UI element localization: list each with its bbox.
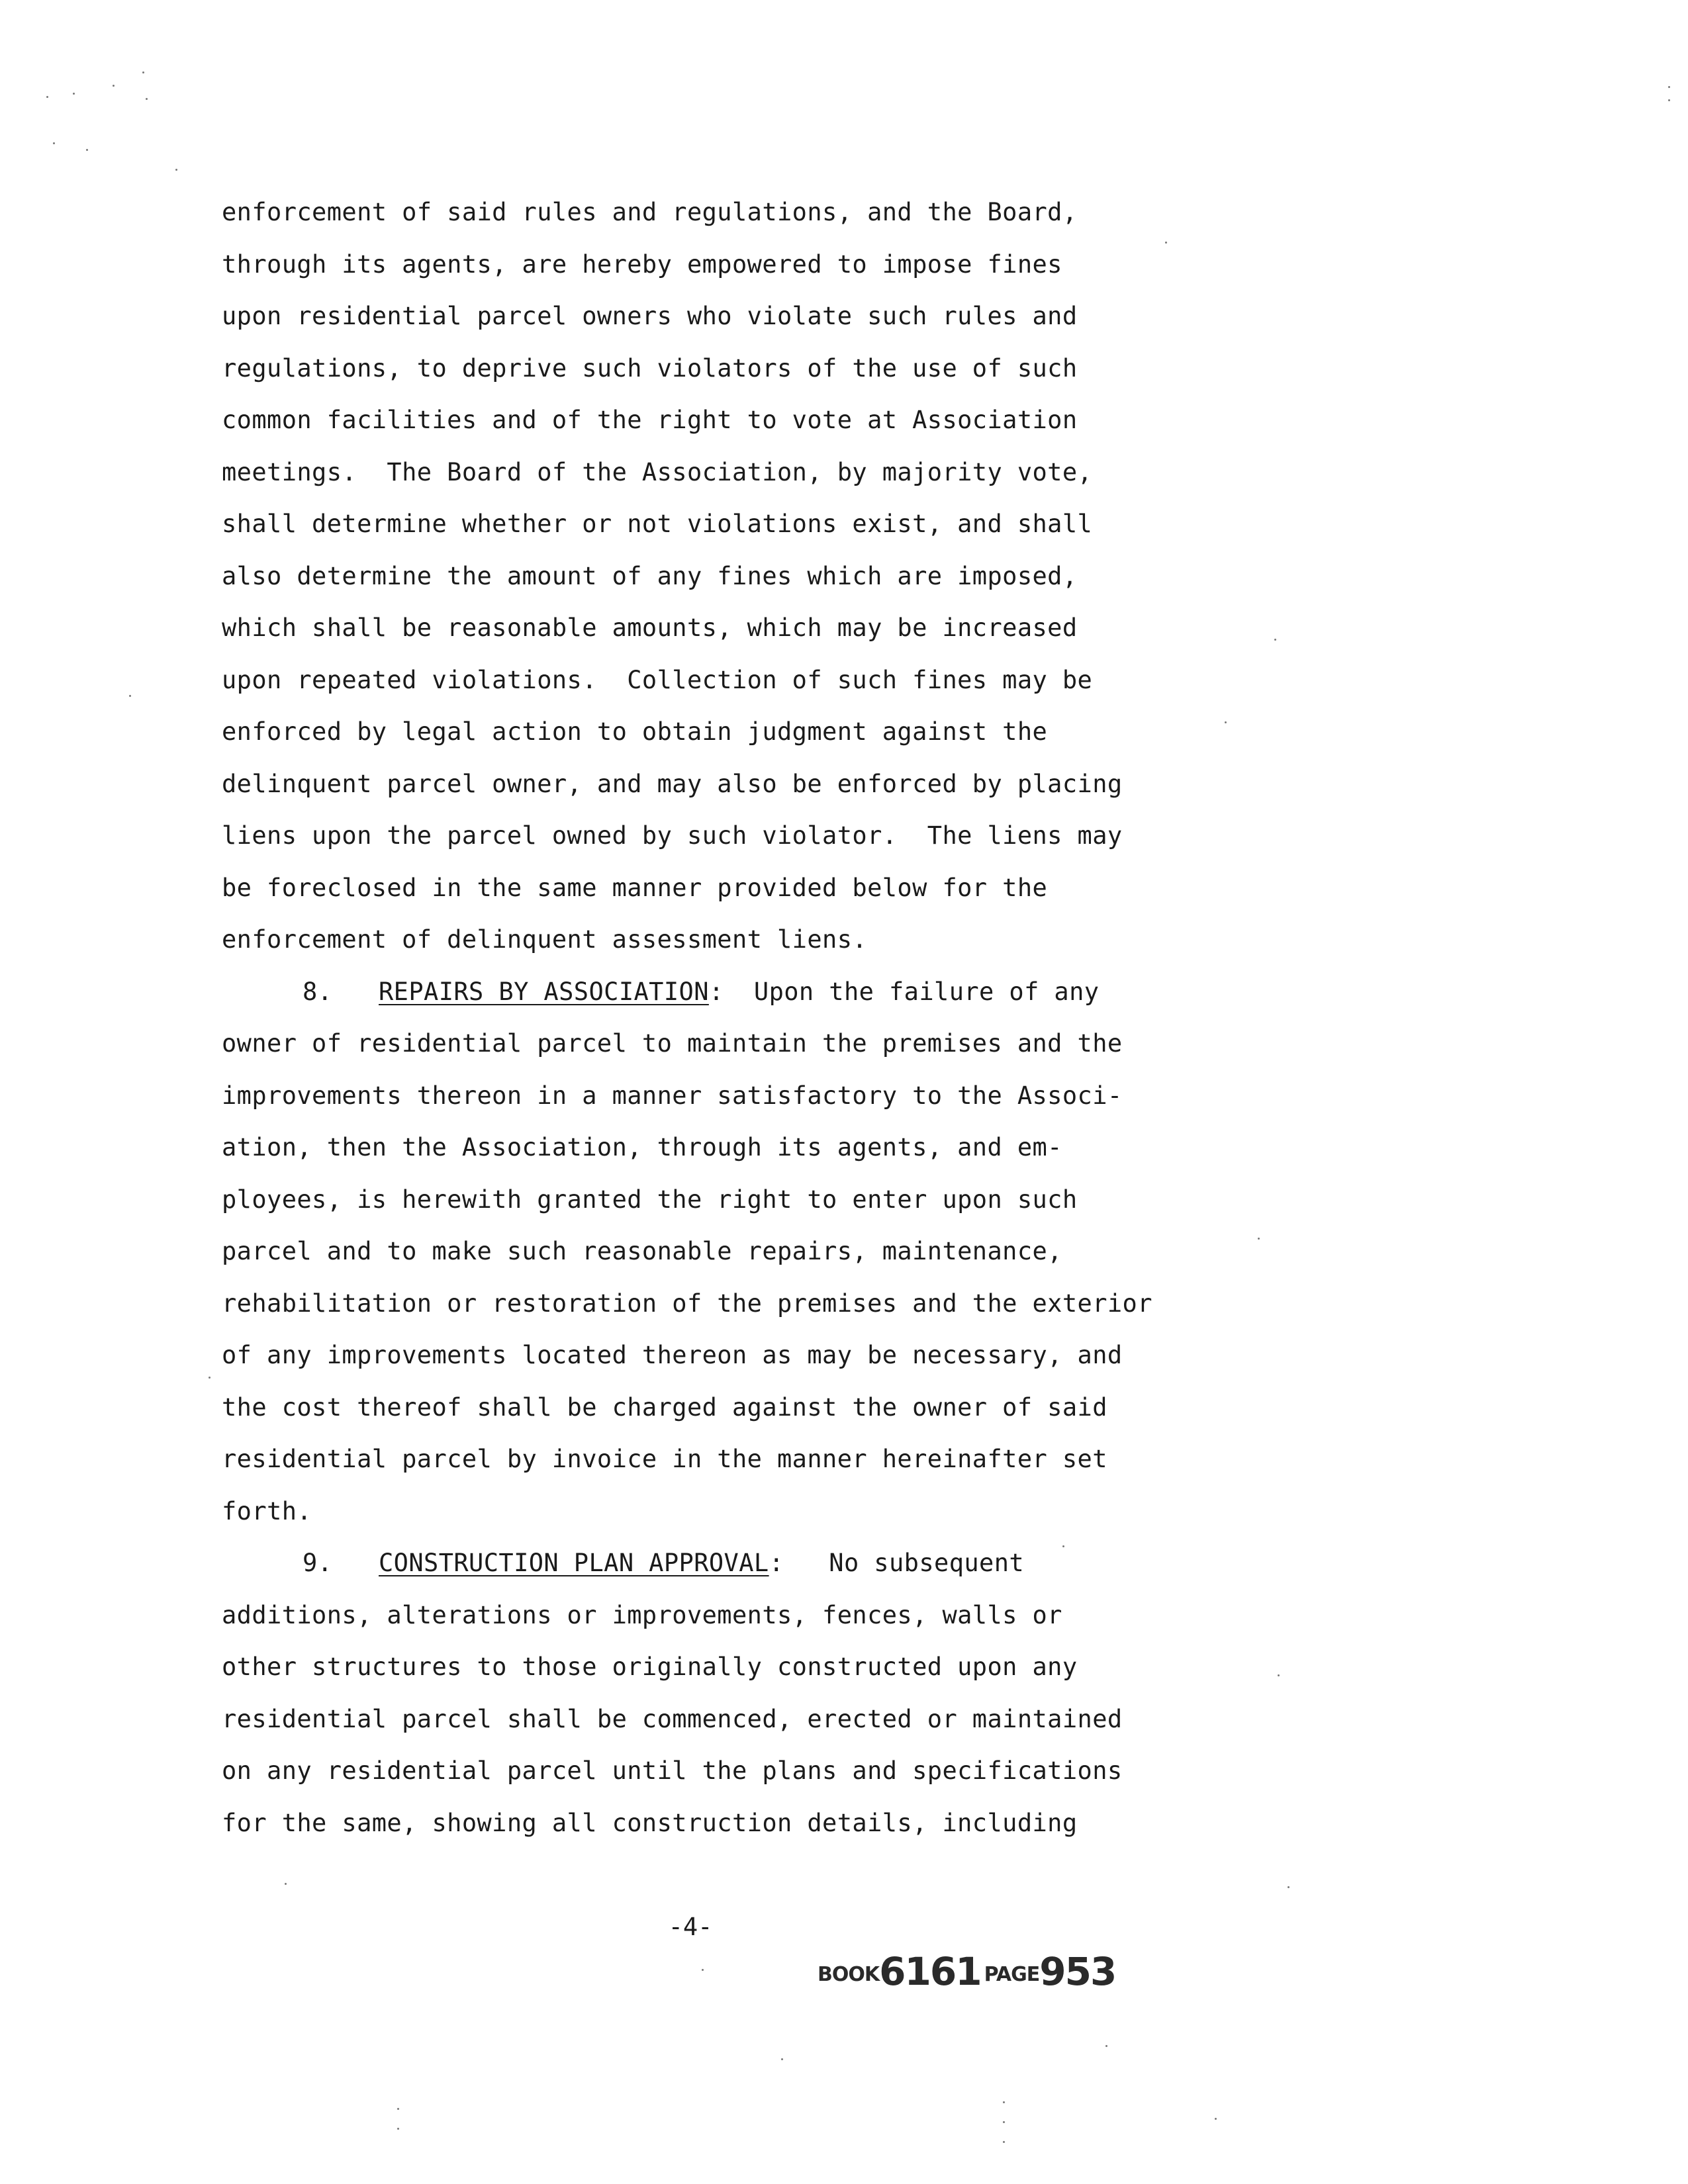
text-line: common facilities and of the right to vote at Association xyxy=(222,406,1078,434)
scan-speck xyxy=(1274,639,1276,641)
scan-speck xyxy=(146,98,148,100)
text-line: upon repeated violations. Collection of such fines may be xyxy=(222,665,1093,694)
text-line: also determine the amount of any fines which are imposed, xyxy=(222,561,1078,590)
scan-speck xyxy=(113,85,115,87)
text-line: delinquent parcel owner, and may also be enforced by placing xyxy=(222,769,1123,798)
text-line: of any improvements located thereon as may be necessary, and xyxy=(222,1341,1123,1369)
scan-speck xyxy=(1105,2045,1107,2047)
text-line: enforced by legal action to obtain judgment against the xyxy=(222,717,1048,746)
text-line: enforcement of delinquent assessment liens. xyxy=(222,925,868,954)
section-9-number: 9. xyxy=(303,1549,333,1577)
scan-speck xyxy=(285,1883,287,1885)
scan-speck xyxy=(1288,1886,1289,1888)
text-line: on any residential parcel until the plans and specifications xyxy=(222,1756,1123,1785)
scan-speck xyxy=(1258,1238,1260,1240)
book-number: 6161 xyxy=(879,1949,981,1994)
page-value: 953 xyxy=(1039,1949,1116,1994)
text-line: the cost thereof shall be charged against the owner of said xyxy=(222,1392,1107,1422)
scan-speck xyxy=(1668,86,1670,88)
text-line: shall determine whether or not violations exist, and shall xyxy=(222,510,1093,538)
scan-speck xyxy=(142,71,144,73)
scan-speck xyxy=(1062,1545,1064,1547)
scan-speck xyxy=(129,695,131,697)
text-line: other structures to those originally constructed upon any xyxy=(222,1653,1078,1681)
page-label: PAGE xyxy=(984,1963,1040,1986)
text-line: rehabilitation or restoration of the premises and the exterior xyxy=(222,1289,1152,1318)
scan-speck xyxy=(46,96,48,98)
text-line: ation, then the Association, through its agents, and em- xyxy=(222,1133,1062,1161)
section-8-number: 8. xyxy=(303,977,333,1006)
text-line: additions, alterations or improvements, fences, walls or xyxy=(222,1600,1062,1629)
scan-speck xyxy=(397,2128,399,2130)
text-line: ployees, is herewith granted the right to enter upon such xyxy=(222,1185,1078,1214)
scan-speck xyxy=(53,142,55,144)
scan-speck xyxy=(73,93,75,95)
text-line: enforcement of said rules and regulations, and the Board, xyxy=(222,198,1078,226)
text-line: through its agents, are hereby empowered to impose fines xyxy=(222,250,1062,279)
section-8-first-line-text: : Upon the failure of any xyxy=(708,977,1100,1006)
text-line: regulations, to deprive such violators of the use of such xyxy=(222,353,1078,383)
scan-speck xyxy=(1165,242,1167,244)
text-line: liens upon the parcel owned by such violator. The liens may xyxy=(222,821,1123,850)
scan-speck xyxy=(1215,2118,1217,2120)
scan-speck xyxy=(397,2108,399,2110)
scan-speck xyxy=(1003,2121,1005,2123)
scan-speck xyxy=(781,2058,783,2060)
section-8-heading: REPAIRS BY ASSOCIATION xyxy=(379,977,709,1006)
section-9-heading-line xyxy=(222,1537,1254,1590)
scan-speck xyxy=(702,1969,704,1971)
text-line: which shall be reasonable amounts, which may be increased xyxy=(222,614,1078,642)
text-line: owner of residential parcel to maintain the premises and the xyxy=(222,1029,1123,1058)
page-number: -4- xyxy=(668,1913,713,1941)
text-line: residential parcel shall be commenced, erected or maintained xyxy=(222,1704,1123,1733)
scan-speck xyxy=(1003,2141,1005,2143)
document-body xyxy=(222,187,1254,1849)
scan-speck xyxy=(86,149,88,151)
text-line: parcel and to make such reasonable repairs, maintenance, xyxy=(222,1237,1062,1265)
text-line: be foreclosed in the same manner provided below for the xyxy=(222,873,1048,902)
scan-speck xyxy=(175,169,177,171)
section-9-first-line-text: : No subsequent xyxy=(769,1549,1025,1577)
scan-speck xyxy=(1278,1674,1280,1676)
scan-speck xyxy=(1225,721,1227,723)
text-line: improvements thereon in a manner satisfactory to the Associ- xyxy=(222,1081,1123,1110)
section-8-heading-line xyxy=(222,966,1254,1019)
book-page-stamp xyxy=(818,1949,1115,1994)
text-line: forth. xyxy=(222,1496,312,1525)
scan-speck xyxy=(1668,99,1670,101)
scan-speck xyxy=(1003,2101,1005,2103)
book-label: BOOK xyxy=(818,1963,880,1986)
text-line: for the same, showing all construction details, including xyxy=(222,1808,1078,1837)
text-line: upon residential parcel owners who violate such rules and xyxy=(222,302,1078,330)
scan-speck xyxy=(209,1377,211,1379)
section-9-heading: CONSTRUCTION PLAN APPROVAL xyxy=(379,1549,769,1577)
text-line: meetings. The Board of the Association, by majority vote, xyxy=(222,457,1093,486)
text-line: residential parcel by invoice in the manner hereinafter set xyxy=(222,1445,1107,1473)
